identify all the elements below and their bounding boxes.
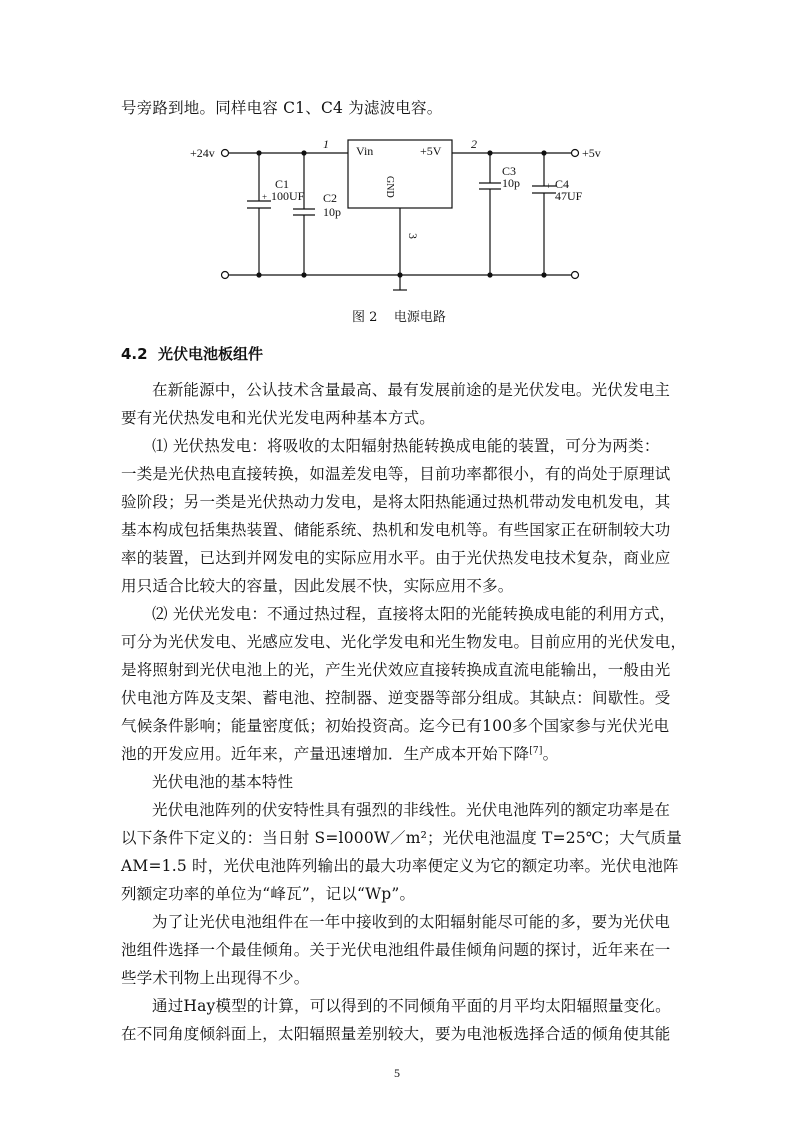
regulator-vin-label: Vin [356, 144, 374, 158]
body-text-line: ⑵ 光伏光发电：不通过热过程，直接将太阳的光能转换成电能的利用方式， [152, 605, 676, 623]
body-text-line: AM=1.5 时，光伏电池阵列输出的最大功率便定义为它的额定功率。光伏电池阵 [121, 857, 679, 875]
body-text-period: 。 [542, 745, 559, 763]
body-text-line: 率的装置，已达到并网发电的实际应用水平。由于光伏热发电技术复杂，商业应 [121, 549, 671, 567]
body-text-line: 池组件选择一个最佳倾角。关于光伏电池组件最佳倾角问题的探讨，近年来在一 [121, 941, 671, 959]
body-text-line: 是将照射到光伏电池上的光，产生光伏效应直接转换成直流电能输出，一般由光 [121, 661, 671, 679]
body-text-line: 气候条件影响；能量密度低；初始投资高。迄今已有100多个国家参与光伏光电 [121, 717, 670, 735]
page-number: 5 [394, 1066, 400, 1080]
body-text-line: 通过Hay模型的计算，可以得到的不同倾角平面的月平均太阳辐照量变化。 [152, 997, 671, 1015]
c3-value: 10p [502, 176, 520, 190]
body-text-line: 一类是光伏热电直接转换，如温差发电等，目前功率都很小，有的尚处于原理试 [121, 465, 671, 483]
output-label: +5v [582, 146, 601, 160]
body-text-line: 列额定功率的单位为“峰瓦”，记以“Wp”。 [121, 885, 416, 903]
body-text-span: 池的开发应用。近年来，产量迅速增加．生产成本开始下降 [121, 745, 530, 763]
body-text-line: 在不同角度倾斜面上，太阳辐照量差别较大，要为电池板选择合适的倾角使其能 [121, 1025, 671, 1043]
body-text-line: 可分为光伏发电、光感应发电、光化学发电和光生物发电。目前应用的光伏发电， [121, 633, 687, 651]
body-text-line: 光伏电池阵列的伏安特性具有强烈的非线性。光伏电池阵列的额定功率是在 [152, 801, 671, 819]
citation-ref: [7] [529, 745, 543, 756]
c3-name: C3 [502, 164, 517, 178]
body-text-line: 为了让光伏电池组件在一年中接收到的太阳辐射能尽可能的多，要为光伏电 [152, 913, 671, 931]
pin2-label: 2 [471, 137, 477, 151]
c4-value: 47UF [555, 189, 583, 203]
body-text-line: 要有光伏热发电和光伏光发电两种基本方式。 [121, 409, 436, 427]
c4-name: C4 [555, 177, 570, 191]
regulator-vout-label: +5V [420, 144, 442, 158]
body-text-line-top: 号旁路到地。同样电容 C1、C4 为滤波电容。 [121, 99, 443, 117]
pin1-label: 1 [323, 137, 329, 151]
body-text-line: 验阶段；另一类是光伏热动力发电，是将太阳热能通过热机带动发电机发电，其 [121, 493, 671, 511]
input-label: +24v [190, 146, 215, 160]
c1-plus: + [262, 192, 268, 202]
body-text-line: 伏电池方阵及支架、蓄电池、控制器、逆变器等部分组成。其缺点：间歇性。受 [121, 689, 671, 707]
power-circuit-diagram [0, 0, 793, 320]
body-text-line: 些学术刊物上出现得不少。 [121, 969, 310, 987]
section-heading: 4.2 光伏电池板组件 [121, 345, 264, 363]
body-text-line: 以下条件下定义的：当日射 S=l000W／m²；光伏电池温度 T=25℃；大气质量 [121, 829, 682, 847]
body-text-line [121, 742, 558, 764]
body-text-line: 基本构成包括集热装置、储能系统、热机和发电机等。有些国家正在研制较大功 [121, 521, 671, 539]
figure-caption: 图 2 电源电路 [352, 310, 446, 325]
c2-name: C2 [323, 191, 338, 205]
c1-value: 100UF [271, 189, 305, 203]
body-text-line: 光伏电池的基本特性 [152, 773, 294, 791]
pin3-label: 3 [406, 233, 420, 239]
c1-name: C1 [275, 177, 290, 191]
body-text-line: 在新能源中，公认技术含量最高、最有发展前途的是光伏发电。光伏发电主 [152, 381, 671, 399]
regulator-gnd-label: GND [384, 176, 395, 198]
body-text-line: 用只适合比较大的容量，因此发展不快，实际应用不多。 [121, 577, 514, 595]
c2-value: 10p [323, 205, 341, 219]
c4-plus: + [546, 181, 552, 191]
body-text-line: ⑴ 光伏热发电：将吸收的太阳辐射热能转换成电能的装置，可分为两类： [152, 437, 660, 455]
